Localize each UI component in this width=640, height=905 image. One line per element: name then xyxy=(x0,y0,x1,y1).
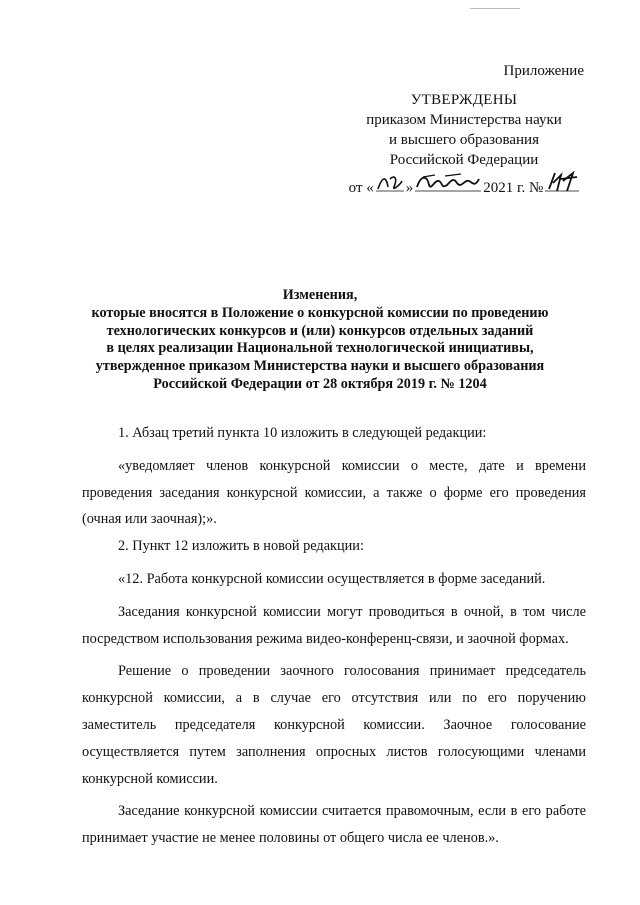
appendix-label: Приложение xyxy=(503,63,584,79)
paragraph: 1. Абзац третий пункта 10 изложить в следующей редакции: xyxy=(118,425,487,441)
title-line: в целях реализации Национальной технологической инициативы, xyxy=(106,340,534,357)
title-heading: Изменения, xyxy=(282,287,358,303)
title-line: которые вносятся в Положение о конкурсной комиссии по проведению xyxy=(91,304,549,321)
paragraph: «уведомляет членов конкурсной комиссии о месте, дате и времени проведения заседания конкурсной комиссии, а также о форме его проведения (очная или заочная);». xyxy=(82,457,586,528)
paragraph: Решение о проведении заочного голосования принимает председатель конкурсной комиссии, а в случае его отсутствия или по его поручению заместитель председателя конкурсной комиссии. Заочное голосование осуществляется путем заполнения опросных листов голосующими членами конкурсной комиссии. xyxy=(82,663,586,787)
order-line: Российской Федерации xyxy=(389,152,539,168)
approval-block xyxy=(344,90,584,198)
handwritten-day xyxy=(376,173,404,199)
date-year: 2021 г. № xyxy=(483,180,544,196)
order-line: приказом Министерства науки xyxy=(366,112,562,128)
handwritten-month xyxy=(415,173,481,199)
title-line: технологических конкурсов и (или) конкурсов отдельных заданий xyxy=(106,322,534,339)
title-line: утвержденное приказом Министерства науки и высшего образования xyxy=(95,358,545,375)
scan-mark xyxy=(470,8,520,9)
date-prefix: от « xyxy=(348,180,374,196)
paragraph: 2. Пункт 12 изложить в новой редакции: xyxy=(118,538,364,555)
document-body xyxy=(82,420,586,852)
title-line: Российской Федерации от 28 октября 2019 г. № 1204 xyxy=(153,375,487,392)
date-mid: » xyxy=(405,180,414,196)
paragraph: Заседания конкурсной комиссии могут проводиться в очной, в том числе посредством использования режима видео-конференц-связи, и заочной формах. xyxy=(82,603,586,647)
approved-heading: УТВЕРЖДЕНЫ xyxy=(410,92,518,108)
paragraph: «12. Работа конкурсной комиссии осуществляется в форме заседаний. xyxy=(118,570,546,587)
order-date-line xyxy=(344,170,584,198)
changes-title xyxy=(56,287,584,394)
paragraph: Заседание конкурсной комиссии считается правомочным, если в его работе принимает участие не менее половины от общего числа ее членов.». xyxy=(82,803,586,847)
order-line: и высшего образования xyxy=(389,132,539,148)
handwritten-order-number xyxy=(545,171,579,199)
